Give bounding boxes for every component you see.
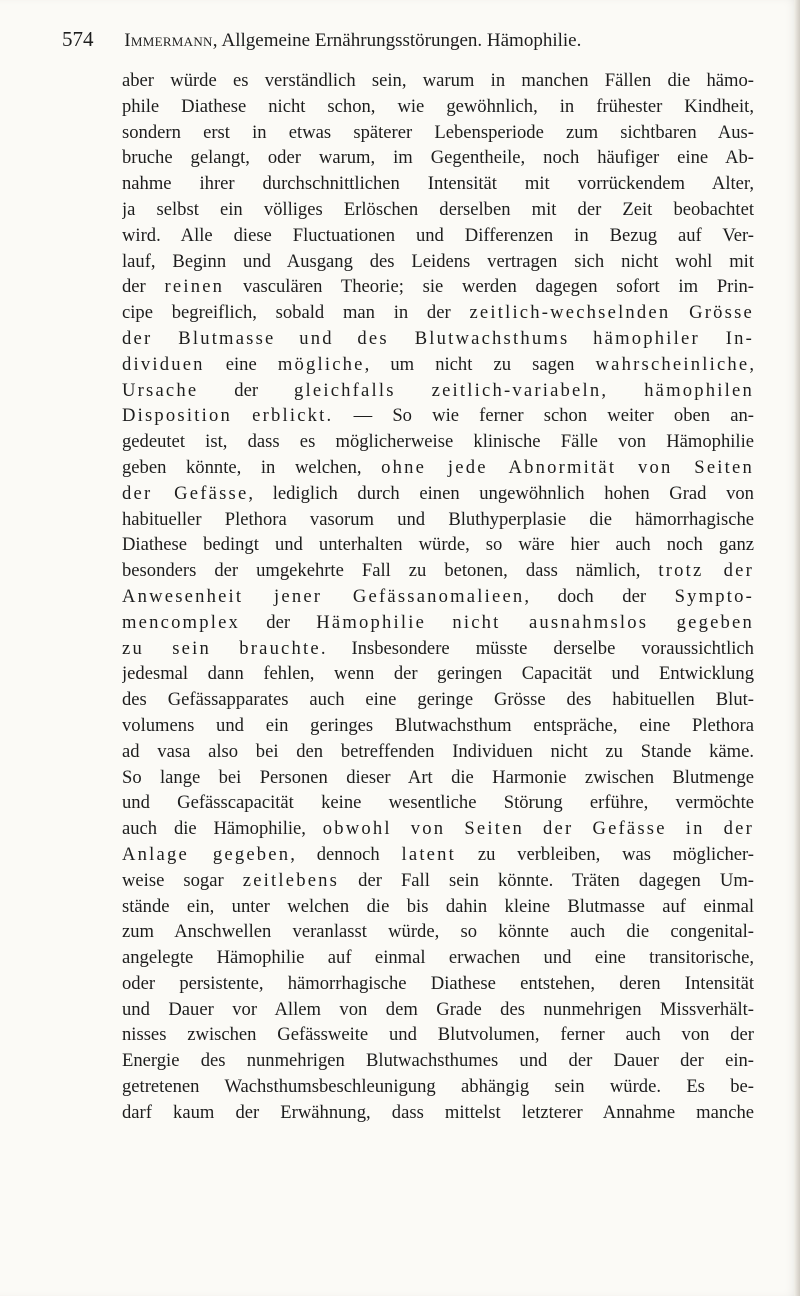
- text-line: [122, 713, 754, 739]
- spaced-emphasis-text: der Gefässe: [122, 482, 249, 504]
- text-line: [122, 378, 754, 404]
- text-run: phile Diathese nicht schon, wie gewöhnlich, in frühester Kindheit,: [122, 95, 754, 117]
- text-run: Energie des nunmehrigen Blutwachsthumes und der Dauer der ein-: [122, 1050, 754, 1072]
- spaced-emphasis-text: hämophiler In-: [593, 327, 754, 349]
- spaced-emphasis-text: erblickt.: [252, 405, 334, 427]
- running-header: [62, 22, 752, 56]
- text-run: nisses zwischen Gefässweite und Blutvolumen, ferner auch von der: [122, 1024, 754, 1046]
- text-run: nahme ihrer durchschnittlichen Intensität mit vorrückendem Alter,: [122, 173, 754, 195]
- text-run: Diathese bedingt und unterhalten würde, so wäre hier auch noch ganz: [122, 534, 754, 556]
- spaced-emphasis-text: Ursache: [122, 379, 199, 401]
- text-line: [122, 352, 754, 378]
- page-edge: [794, 0, 800, 1296]
- text-line: [122, 610, 754, 636]
- text-line: [122, 171, 754, 197]
- text-run: geben könnte, in welchen,: [122, 456, 382, 478]
- text-run: sondern erst in etwas späterer Lebensperiode zum sichtbaren Aus-: [122, 121, 754, 143]
- text-run: habitueller Plethora vasorum und Bluthyperplasie die hämorrhagische: [122, 508, 754, 530]
- spaced-emphasis-text: mögliche: [277, 353, 365, 375]
- text-run: — So wie ferner schon weiter oben an-: [333, 405, 754, 427]
- text-run: auch die Hämophilie,: [122, 818, 323, 840]
- text-run: [608, 380, 644, 401]
- text-run: bruche gelangt, oder warum, im Gegentheile, noch häufiger eine Ab-: [122, 147, 754, 169]
- text-line: [122, 1100, 754, 1126]
- spaced-emphasis-text: zeitlich-wechselnden: [469, 302, 671, 324]
- text-run: aber würde es verständlich sein, warum in manchen Fällen die hämo-: [122, 70, 754, 91]
- text-run: angelegte Hämophilie auf einmal erwachen und eine transitorische,: [122, 947, 754, 969]
- spaced-emphasis-text: gleichfalls: [294, 379, 396, 401]
- text-line: [122, 249, 754, 275]
- spaced-emphasis-text: Disposition: [122, 405, 232, 427]
- text-run: ,: [749, 353, 754, 375]
- text-line: [122, 326, 754, 352]
- text-run: [334, 328, 358, 349]
- text-line: [122, 842, 754, 868]
- text-run: [426, 612, 452, 633]
- spaced-emphasis-text: hämophilen: [644, 379, 754, 401]
- spaced-emphasis-text: reinen: [164, 276, 225, 298]
- text-line: [122, 816, 754, 842]
- text-run: , um nicht zu sagen: [364, 353, 596, 375]
- text-run: der: [240, 611, 317, 633]
- text-run: zum Anschwellen veranlasst würde, so könnte auch die congenital-: [122, 921, 754, 943]
- text-line: [122, 429, 754, 455]
- text-line: [122, 636, 754, 662]
- spaced-emphasis-text: Anlage gegeben: [122, 843, 291, 865]
- text-line: [122, 481, 754, 507]
- text-run: [396, 380, 432, 401]
- text-run: , doch der: [524, 585, 675, 607]
- text-run: eine: [204, 353, 278, 375]
- text-line: [122, 687, 754, 713]
- text-run: [276, 328, 300, 349]
- text-run: besonders der umgekehrte Fall zu betonen, dass nämlich,: [122, 560, 659, 582]
- text-run: und Gefässcapacität keine wesentliche Störung erführe, vermöchte: [122, 792, 754, 814]
- text-run: , lediglich durch einen ungewöhnlich hohen Grad von: [248, 482, 754, 504]
- text-run: des Gefässapparates auch eine geringe Grösse des habituellen Blut-: [122, 689, 754, 711]
- text-run: gedeutet ist, dass es möglicherweise klinische Fälle von Hämophilie: [122, 431, 754, 453]
- text-line: [122, 1048, 754, 1074]
- text-run: lauf, Beginn und Ausgang des Leidens vertragen sich nicht wohl mit: [122, 250, 754, 272]
- text-run: [670, 302, 689, 323]
- spaced-emphasis-text: dividuen: [122, 353, 205, 375]
- spaced-emphasis-text: Anwesenheit jener Gefässanomalieen: [122, 585, 525, 607]
- text-line: [122, 68, 754, 94]
- spaced-emphasis-text: nicht ausnahmslos gegeben: [452, 611, 754, 633]
- text-run: cipe begreiflich, sobald man in der: [122, 302, 470, 324]
- text-line: [122, 894, 754, 920]
- text-run: jedesmal dann fehlen, wenn der geringen Capacität und Entwicklung: [122, 663, 754, 685]
- text-line: [122, 1074, 754, 1100]
- text-line: [122, 790, 754, 816]
- spaced-emphasis-text: wahrscheinliche: [595, 353, 750, 375]
- text-run: ad vasa also bei den betreffenden Individuen nicht zu Stande käme.: [122, 740, 754, 762]
- text-line: [122, 971, 754, 997]
- text-run: ja selbst ein völliges Erlöschen derselben mit der Zeit beobachtet: [122, 198, 754, 220]
- text-run: oder persistente, hämorrhagische Diathese entstehen, deren Intensität: [122, 972, 754, 994]
- text-run: [569, 328, 593, 349]
- spaced-emphasis-text: zeitlebens: [242, 869, 340, 891]
- spaced-emphasis-text: zeitlich-variabeln,: [431, 379, 609, 401]
- text-run: , dennoch: [290, 843, 402, 865]
- text-run: So lange bei Personen dieser Art die Harmonie zwischen Blutmenge: [122, 766, 754, 788]
- header-title: Allgemeine Ernährungsstörungen. Hämophilie.: [221, 30, 582, 51]
- text-run: wird. Alle diese Fluctuationen und Differenzen in Bezug auf Ver-: [122, 224, 754, 246]
- text-run: der Fall sein könnte. Träten dagegen Um-: [339, 869, 754, 891]
- spaced-emphasis-text: obwohl von Seiten der Gefässe in der: [322, 818, 754, 840]
- text-line: [122, 403, 754, 429]
- text-line: [122, 558, 754, 584]
- text-run: und Dauer vor Allem von dem Grade des nunmehrigen Missverhält-: [122, 998, 754, 1020]
- spaced-emphasis-text: der Blutmasse: [122, 327, 276, 349]
- body-text: [122, 68, 754, 1126]
- text-line: [122, 739, 754, 765]
- text-run: volumens und ein geringes Blutwachsthum entspräche, eine Plethora: [122, 714, 754, 736]
- text-line: [122, 455, 754, 481]
- text-line: [122, 300, 754, 326]
- spaced-emphasis-text: des Blutwachsthums: [357, 327, 570, 349]
- text-line: [122, 145, 754, 171]
- text-line: [122, 584, 754, 610]
- text-run: vasculären Theorie; sie werden dagegen sofort im Prin-: [224, 276, 754, 298]
- text-line: [122, 661, 754, 687]
- text-line: [122, 507, 754, 533]
- spaced-emphasis-text: und: [299, 327, 334, 349]
- text-line: [122, 274, 754, 300]
- text-line: [122, 1022, 754, 1048]
- text-run: getretenen Wachsthumsbeschleunigung abhängig sein würde. Es be-: [122, 1076, 754, 1098]
- text-run: stände ein, unter welchen die bis dahin kleine Blutmasse auf einmal: [122, 895, 754, 917]
- text-run: [232, 405, 252, 426]
- text-line: [122, 223, 754, 249]
- text-line: [122, 765, 754, 791]
- spaced-emphasis-text: Hämophilie: [316, 611, 427, 633]
- spaced-emphasis-text: ohne jede Abnormität von Seiten: [381, 456, 754, 478]
- text-line: [122, 94, 754, 120]
- text-line: [122, 197, 754, 223]
- spaced-emphasis-text: zu sein brauchte: [122, 637, 321, 659]
- text-line: [122, 919, 754, 945]
- text-run: darf kaum der Erwähnung, dass mittelst letzterer Annahme manche: [122, 1101, 754, 1123]
- text-line: [122, 120, 754, 146]
- page-number: 574: [62, 27, 94, 51]
- text-run: zu verbleiben, was möglicher-: [456, 843, 754, 865]
- text-line: [122, 868, 754, 894]
- text-run: weise sogar: [122, 869, 243, 891]
- text-line: [122, 945, 754, 971]
- text-line: [122, 997, 754, 1023]
- header-author: Immermann,: [124, 30, 218, 51]
- text-run: . Insbesondere müsste derselbe voraussichtlich: [320, 637, 754, 659]
- spaced-emphasis-text: Grösse: [689, 302, 754, 324]
- spaced-emphasis-text: trotz der: [658, 560, 754, 582]
- spaced-emphasis-text: latent: [401, 843, 457, 865]
- spaced-emphasis-text: mencomplex: [122, 611, 241, 633]
- text-run: der: [198, 379, 295, 401]
- text-line: [122, 532, 754, 558]
- text-run: der: [122, 276, 165, 298]
- spaced-emphasis-text: Sympto-: [674, 585, 754, 607]
